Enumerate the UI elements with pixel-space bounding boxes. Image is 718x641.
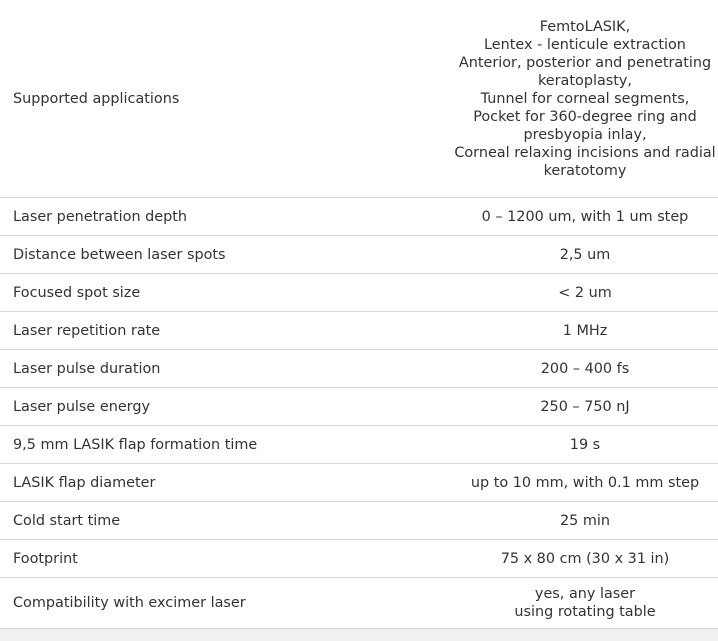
spec-row-excimer-compatibility <box>0 578 718 629</box>
spec-value: < 2 um <box>441 274 718 312</box>
spec-value-line: Anterior, posterior and penetrating <box>458 54 712 71</box>
spec-value <box>441 578 718 629</box>
spec-row-pulse-energy <box>0 388 718 426</box>
spec-label: Compatibility with excimer laser <box>0 578 441 629</box>
spec-label: Laser pulse energy <box>0 388 441 426</box>
spec-value: 75 x 80 cm (30 x 31 in) <box>441 540 718 578</box>
spec-label: LASIK flap diameter <box>0 464 441 502</box>
spec-label: Laser pulse duration <box>0 350 441 388</box>
spec-row-spot-distance <box>0 236 718 274</box>
spec-label: Distance between laser spots <box>0 236 441 274</box>
spec-label: Laser repetition rate <box>0 312 441 350</box>
spec-label: 9,5 mm LASIK flap formation time <box>0 426 441 464</box>
spec-value: 1 MHz <box>441 312 718 350</box>
spec-value-line: keratotomy <box>543 162 627 179</box>
spec-value-line: FemtoLASIK, <box>539 18 631 35</box>
spec-value: up to 10 mm, with 0.1 mm step <box>441 464 718 502</box>
spec-label: Laser penetration depth <box>0 198 441 236</box>
spec-row-spot-size <box>0 274 718 312</box>
spec-value-line: yes, any laser <box>534 586 636 602</box>
spec-value: 25 min <box>441 502 718 540</box>
spec-value <box>441 0 718 198</box>
spec-label: Focused spot size <box>0 274 441 312</box>
spec-value-line: Lentex - lenticule extraction <box>484 36 686 53</box>
spec-value: 0 – 1200 um, with 1 um step <box>441 198 718 236</box>
spec-row-supported-applications <box>0 0 718 198</box>
spec-row-pulse-duration <box>0 350 718 388</box>
spec-value-line: Tunnel for corneal segments, <box>480 90 690 107</box>
spec-value-line: keratoplasty, <box>537 72 633 89</box>
spec-row-repetition-rate <box>0 312 718 350</box>
spec-label: Supported applications <box>0 0 441 198</box>
spec-row-penetration-depth <box>0 198 718 236</box>
spec-value-line: Pocket for 360-degree ring and <box>473 108 697 125</box>
spec-value-line: Corneal relaxing incisions and radial <box>454 144 716 161</box>
spec-row-footprint <box>0 540 718 578</box>
spec-row-cold-start-time <box>0 502 718 540</box>
spec-value-line: using rotating table <box>514 604 656 620</box>
spec-value: 250 – 750 nJ <box>441 388 718 426</box>
spec-value: 2,5 um <box>441 236 718 274</box>
spec-value: 19 s <box>441 426 718 464</box>
spec-label: Footprint <box>0 540 441 578</box>
spec-row-flap-formation-time <box>0 426 718 464</box>
spec-value: 200 – 400 fs <box>441 350 718 388</box>
footer-band <box>0 629 718 641</box>
spec-value-line: presbyopia inlay, <box>523 126 647 143</box>
spec-label: Cold start time <box>0 502 441 540</box>
spec-row-flap-diameter <box>0 464 718 502</box>
